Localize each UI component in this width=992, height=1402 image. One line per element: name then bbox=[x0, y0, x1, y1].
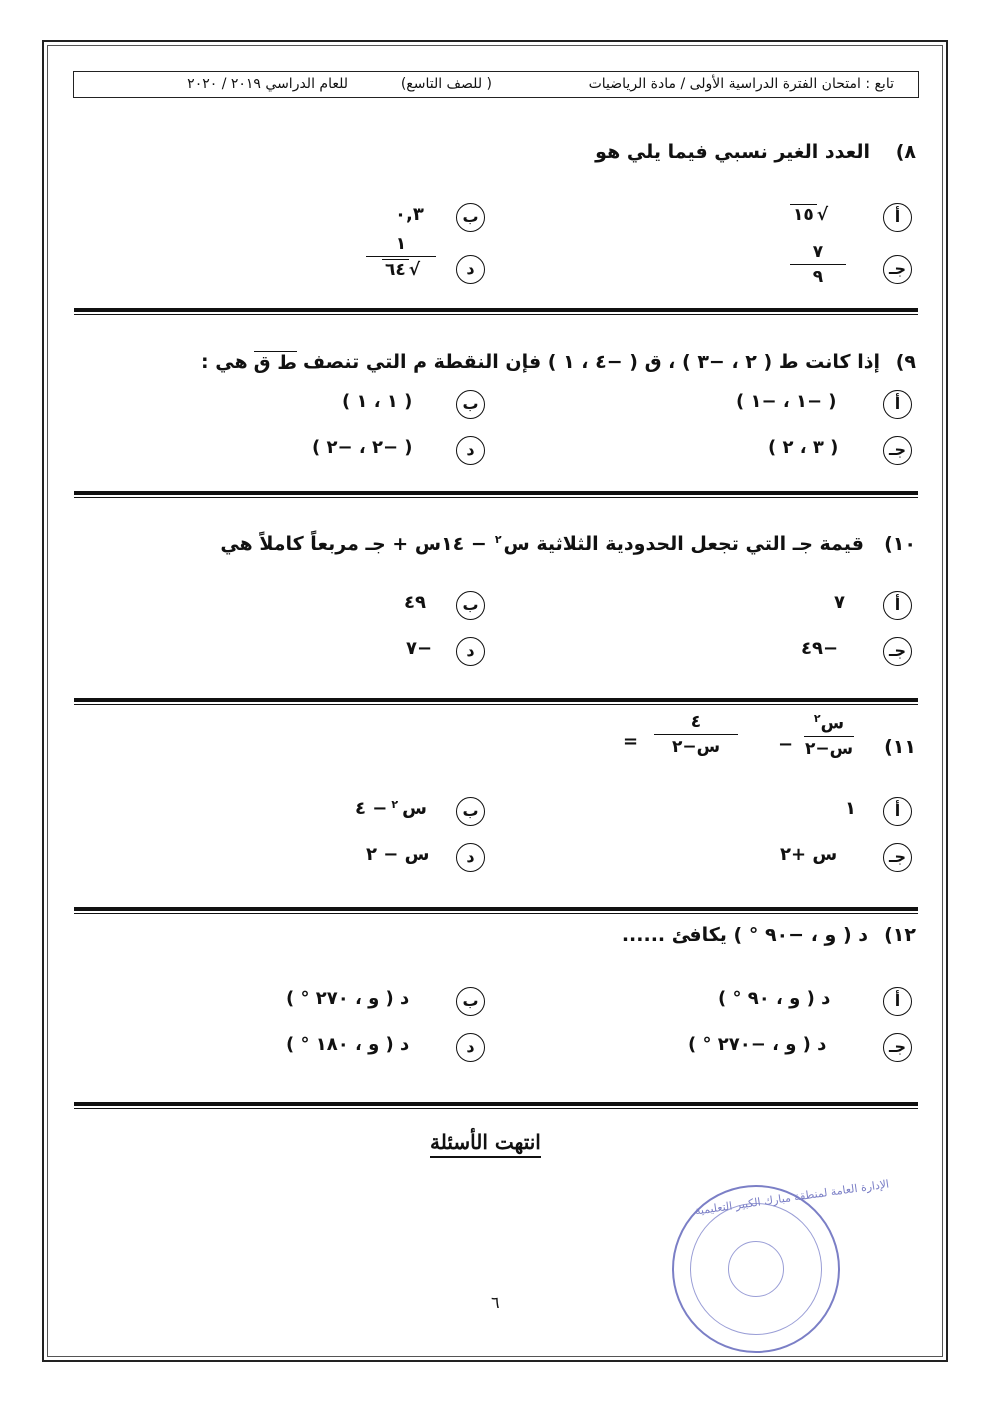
q10-text-line bbox=[220, 533, 864, 555]
stamp-emblem bbox=[728, 1241, 784, 1297]
stamp-text: الإدارة العامة لمنطقة مبارك الكبير التعليمية bbox=[694, 1177, 890, 1218]
section-divider bbox=[74, 308, 918, 312]
q12-a-value[interactable]: د ( و ، ٩٠ ° ) bbox=[718, 988, 831, 1009]
q8-a-badge[interactable]: أ bbox=[883, 203, 912, 232]
q11-c-value[interactable]: س +٢ bbox=[780, 844, 838, 865]
fraction-bar bbox=[804, 736, 854, 737]
official-stamp bbox=[672, 1177, 890, 1353]
q11-fraction-1 bbox=[804, 712, 854, 759]
q9-c-badge[interactable]: جـ bbox=[883, 436, 912, 465]
fraction-bar bbox=[366, 256, 436, 257]
q8-a-option[interactable] bbox=[790, 204, 828, 225]
q11-c-badge[interactable]: جـ bbox=[883, 843, 912, 872]
q11-fraction-2 bbox=[654, 712, 738, 757]
q10-number: ١٠) bbox=[884, 533, 916, 555]
q8-text: العدد الغير نسبي فيما يلي هو bbox=[595, 141, 870, 163]
q11-d-value[interactable]: س − ٢ bbox=[366, 844, 430, 865]
q12-b-value[interactable]: د ( و ، ٢٧٠ ° ) bbox=[286, 988, 410, 1009]
q8-d-root bbox=[382, 259, 420, 280]
exam-header bbox=[73, 71, 919, 98]
q11-d-badge[interactable]: د bbox=[456, 843, 485, 872]
q9-a-value[interactable]: ( −١ ، −١ ) bbox=[736, 391, 837, 412]
q10-b-badge[interactable]: ب bbox=[456, 591, 485, 620]
sqrt-symbol: √ bbox=[816, 205, 829, 225]
q9-a-badge[interactable]: أ bbox=[883, 390, 912, 419]
q8-d-radicand: ٦٤ bbox=[382, 259, 409, 280]
page-number: ٦ bbox=[491, 1293, 500, 1312]
q9-c-value[interactable]: ( ٣ ، ٢ ) bbox=[768, 437, 839, 458]
q11-minus: − bbox=[778, 734, 794, 755]
q12-d-badge[interactable]: د bbox=[456, 1033, 485, 1062]
fraction-bar bbox=[654, 734, 738, 735]
q10-a-badge[interactable]: أ bbox=[883, 591, 912, 620]
q11-number: ١١) bbox=[884, 736, 916, 758]
q8-b-value[interactable]: ٠,٣ bbox=[395, 204, 424, 225]
q11-b-option[interactable] bbox=[355, 798, 427, 819]
q9-d-value[interactable]: ( −٢ ، −٢ ) bbox=[312, 437, 413, 458]
q10-d-badge[interactable]: د bbox=[456, 637, 485, 666]
q11-b-tail: − ٤ bbox=[355, 798, 388, 819]
q10-b-value[interactable]: ٤٩ bbox=[404, 592, 426, 613]
q8-d-fraction[interactable] bbox=[366, 234, 436, 280]
q11-a-value[interactable]: ١ bbox=[845, 798, 856, 819]
q9-b-value[interactable]: ( ١ ، ١ ) bbox=[342, 391, 413, 412]
q11-f2-numerator: ٤ bbox=[690, 712, 702, 732]
section-divider bbox=[74, 1102, 918, 1106]
q12-b-badge[interactable]: ب bbox=[456, 987, 485, 1016]
q8-d-numerator: ١ bbox=[395, 234, 407, 254]
q12-c-badge[interactable]: جـ bbox=[883, 1033, 912, 1062]
header-title: تابع : امتحان الفترة الدراسية الأولى / مادة الرياضيات bbox=[588, 76, 894, 92]
q8-c-denominator: ٩ bbox=[812, 267, 824, 287]
q9-tail: هي : bbox=[201, 351, 248, 373]
q8-d-badge[interactable]: د bbox=[456, 255, 485, 284]
q8-c-badge[interactable]: جـ bbox=[883, 255, 912, 284]
header-year: للعام الدراسي ٢٠١٩ / ٢٠٢٠ bbox=[187, 76, 348, 92]
q9-number: ٩) bbox=[895, 351, 916, 373]
q11-f1-numerator: س bbox=[820, 713, 845, 734]
q10-sup: ٢ bbox=[494, 533, 502, 546]
q10-a-value[interactable]: ٧ bbox=[834, 592, 845, 613]
q8-a-radicand: ١٥ bbox=[790, 204, 817, 225]
q11-f1-sup: ٢ bbox=[813, 712, 821, 725]
q8-c-fraction[interactable] bbox=[790, 242, 846, 287]
sqrt-symbol: √ bbox=[408, 260, 421, 280]
q10-d-value[interactable]: −٧ bbox=[406, 638, 433, 659]
q11-equals: = bbox=[623, 731, 639, 752]
end-of-questions: انتهت الأسئلة bbox=[430, 1128, 541, 1158]
q10-text-after: − ١٤س + جـ مربعاً كاملاً هي bbox=[220, 533, 487, 555]
q9-text: إذا كانت ط ( ٢ ، −٣ ) ، ق ( −٤ ، ١ ) فإن النقطة م التي تنصف bbox=[303, 351, 880, 373]
q9-segment: ط ق bbox=[253, 352, 297, 374]
q9-d-badge[interactable]: د bbox=[456, 436, 485, 465]
q8-number: ٨) bbox=[895, 141, 916, 163]
section-divider bbox=[74, 907, 918, 911]
q11-a-badge[interactable]: أ bbox=[883, 797, 912, 826]
q10-c-value[interactable]: −٤٩ bbox=[801, 638, 839, 659]
q11-b-badge[interactable]: ب bbox=[456, 797, 485, 826]
q10-c-badge[interactable]: جـ bbox=[883, 637, 912, 666]
q11-f2-denominator: س−٢ bbox=[671, 737, 721, 757]
q11-b-sup: ٢ bbox=[391, 798, 399, 811]
q11-f1-numerator-line bbox=[814, 712, 844, 734]
q12-number: ١٢) bbox=[884, 924, 916, 946]
section-divider bbox=[74, 698, 918, 702]
q9-b-badge[interactable]: ب bbox=[456, 390, 485, 419]
q12-text: د ( و ، −٩٠ ° ) يكافئ ...... bbox=[621, 924, 868, 946]
q9-text-line bbox=[201, 351, 880, 374]
header-grade: ( للصف التاسع) bbox=[400, 76, 492, 92]
q12-d-value[interactable]: د ( و ، ١٨٠ ° ) bbox=[286, 1034, 410, 1055]
section-divider bbox=[74, 491, 918, 495]
q11-b-base: س bbox=[402, 798, 427, 819]
q11-f1-denominator: س−٢ bbox=[804, 738, 854, 759]
fraction-bar bbox=[790, 264, 846, 265]
q8-c-numerator: ٧ bbox=[812, 242, 824, 262]
q12-c-value[interactable]: د ( و ، −٢٧٠ ° ) bbox=[688, 1034, 827, 1055]
q10-text-before: قيمة جـ التي تجعل الحدودية الثلاثية س bbox=[503, 533, 864, 555]
q12-a-badge[interactable]: أ bbox=[883, 987, 912, 1016]
q8-b-badge[interactable]: ب bbox=[456, 203, 485, 232]
